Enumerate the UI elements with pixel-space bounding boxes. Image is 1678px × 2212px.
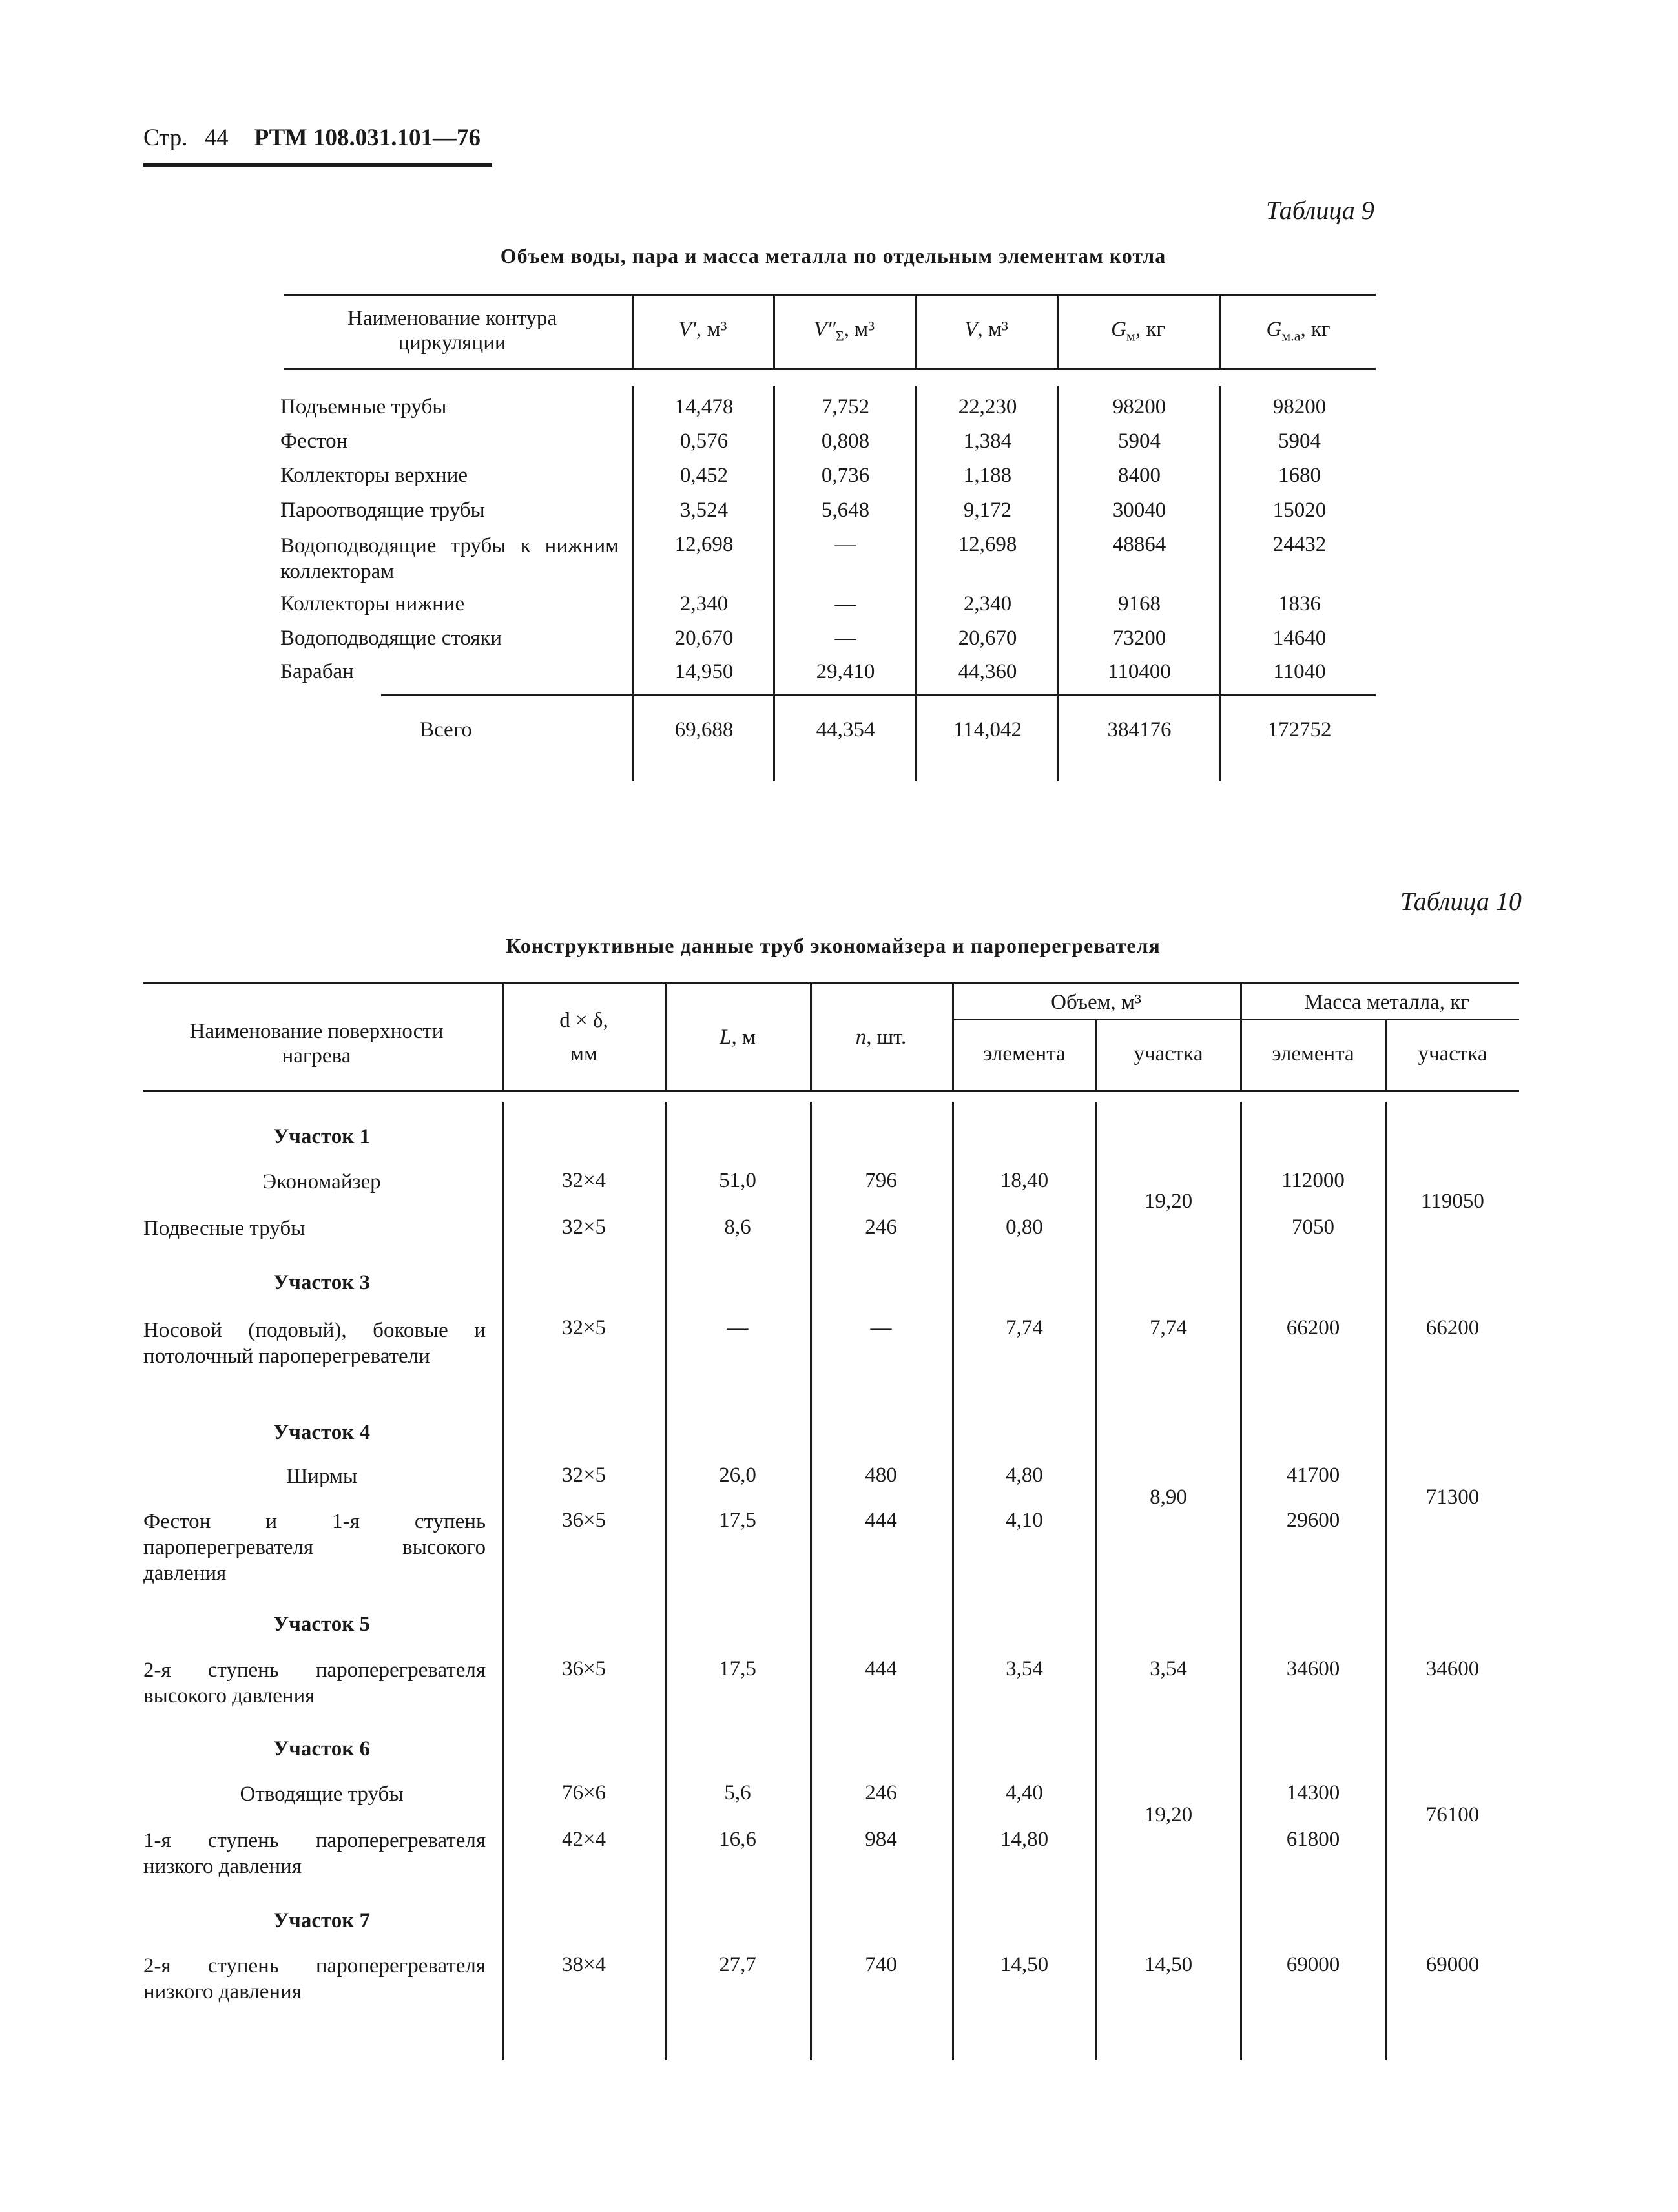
t9-row-name: Водоподводящие стояки <box>280 626 502 650</box>
t9-row-cell: 2,340 <box>679 592 729 615</box>
table10-label: Таблица 10 <box>1400 887 1522 916</box>
t10-row-name: Фестон и 1-я ступень пароперегревателя высокого давления <box>143 1510 486 1585</box>
t9-row-cell: — <box>834 626 856 650</box>
header-rule <box>143 163 492 167</box>
t10-volume-section: 7,74 <box>1150 1316 1187 1339</box>
t10-header-mass: Масса металла, кг <box>1304 991 1469 1014</box>
t9-row-cell: 1,188 <box>963 464 1012 487</box>
t10-row-name: 2-я ступень пароперегревателя высокого давления <box>143 1659 486 1708</box>
t10-row-cell: 4,40 <box>1006 1781 1043 1804</box>
t10-row-mass-element: 34600 <box>1286 1657 1340 1680</box>
t10-row-cell: 51,0 <box>719 1169 756 1192</box>
t10-header-volume: Объем, м³ <box>1051 991 1141 1014</box>
t9-row-name: Подъемные трубы <box>280 395 447 419</box>
t9-row-cell: 14640 <box>1272 626 1327 650</box>
t10-row-cell: 36×5 <box>561 1509 606 1532</box>
t10-row-name: Носовой (подовый), боковые и потолочный пароперегреватели <box>143 1319 486 1368</box>
t10-row-name: 2-я ступень пароперегревателя низкого давления <box>143 1954 486 2003</box>
t9-row-cell: 30040 <box>1112 499 1166 522</box>
t9-row-cell: 15020 <box>1272 499 1327 522</box>
t10-volume-section: 8,90 <box>1150 1485 1187 1509</box>
t10-vline-5 <box>1095 1020 1097 1090</box>
t9-total-gma: 172752 <box>1267 718 1332 741</box>
t10-header-d: d × δ, <box>559 1009 608 1032</box>
t9-row-cell: 98200 <box>1272 395 1327 419</box>
t9-header-vprime: V′, м³ <box>678 318 727 341</box>
t10-row-cell: 14,50 <box>1000 1953 1049 1976</box>
t9-vline-1 <box>632 296 634 368</box>
t9-row-name: Фестон <box>280 429 348 453</box>
t9-total-vprime: 69,688 <box>674 718 734 741</box>
t10-section-title: Участок 1 <box>273 1125 371 1148</box>
t10-section-title: Участок 5 <box>273 1613 371 1636</box>
t10-vline-2b <box>665 1102 667 2060</box>
t10-header-mass-section: участка <box>1418 1042 1487 1066</box>
t10-row-mass-element: 29600 <box>1286 1509 1340 1532</box>
t9-vline-2 <box>773 296 775 368</box>
t9-vline-4b <box>1057 386 1059 781</box>
t10-vline-7b <box>1385 1102 1387 2060</box>
t9-row-cell: 1,384 <box>963 429 1012 453</box>
t9-row-cell: 9168 <box>1118 592 1161 615</box>
t9-row-cell: 0,452 <box>679 464 729 487</box>
t9-vline-5 <box>1219 296 1221 368</box>
t10-row-cell: 14,80 <box>1000 1828 1049 1851</box>
t10-row-mass-element: 69000 <box>1286 1953 1340 1976</box>
t9-row-cell: 1680 <box>1278 464 1321 487</box>
t9-row-name: Коллекторы верхние <box>280 464 468 487</box>
t10-header-vol-section: участка <box>1134 1042 1203 1066</box>
t9-row-cell: 12,698 <box>674 533 734 556</box>
t9-header-name: Наименование контура циркуляции <box>347 307 557 355</box>
t9-row-cell: 110400 <box>1108 660 1171 683</box>
t9-row-cell: — <box>834 592 856 615</box>
t10-vline-3b <box>810 1102 812 2060</box>
t10-row-mass-element: 41700 <box>1286 1463 1340 1487</box>
t9-vline-2b <box>773 386 775 781</box>
t10-row-mass-element: 14300 <box>1286 1781 1340 1804</box>
t10-row-name: 1-я ступень пароперегревателя низкого давления <box>143 1829 486 1878</box>
t9-row-cell: 11040 <box>1273 660 1326 683</box>
t9-row-cell: 24432 <box>1272 533 1327 556</box>
t9-row-cell: 73200 <box>1112 626 1166 650</box>
t10-row-cell: 444 <box>865 1657 897 1680</box>
t10-row-cell: — <box>870 1316 892 1339</box>
t10-row-cell: 7,74 <box>1006 1316 1043 1339</box>
t10-row-cell: 42×4 <box>561 1828 606 1851</box>
t9-row-cell: 20,670 <box>958 626 1017 650</box>
t10-header-vol-element: элемента <box>983 1042 1066 1066</box>
t10-row-cell: 76×6 <box>561 1781 606 1804</box>
t9-total-gm: 384176 <box>1107 718 1172 741</box>
t10-vline-6b <box>1240 1102 1242 2060</box>
t10-section-title: Участок 4 <box>273 1421 371 1444</box>
t9-row-cell: 14,950 <box>674 660 734 683</box>
t10-row-cell: 27,7 <box>719 1953 756 1976</box>
page-label: Стр. <box>143 125 188 151</box>
t10-mass-section: 66200 <box>1425 1316 1480 1339</box>
t10-row-cell: 5,6 <box>724 1781 751 1804</box>
t10-header-mass-element: элемента <box>1272 1042 1354 1066</box>
t10-volume-section: 14,50 <box>1144 1953 1193 1976</box>
t10-mass-section: 69000 <box>1425 1953 1480 1976</box>
t9-row-cell: 7,752 <box>821 395 870 419</box>
t9-vline-5b <box>1219 386 1221 781</box>
t10-row-cell: 18,40 <box>1000 1169 1049 1192</box>
t10-mass-section: 119050 <box>1421 1190 1484 1213</box>
t9-row-name: Коллекторы нижние <box>280 592 465 615</box>
t9-row-cell: 98200 <box>1112 395 1166 419</box>
table9-title: Объем воды, пара и масса металла по отдельным элементам котла <box>500 244 1166 267</box>
t10-row-cell: 740 <box>865 1953 897 1976</box>
t10-row-cell: 984 <box>865 1828 897 1851</box>
t10-volume-section: 19,20 <box>1144 1803 1193 1826</box>
t10-row-cell: 3,54 <box>1006 1657 1043 1680</box>
t10-row-mass-element: 61800 <box>1286 1828 1340 1851</box>
t10-row-cell: 17,5 <box>719 1509 756 1532</box>
t10-row-cell: 246 <box>865 1781 897 1804</box>
t10-header-n: n, шт. <box>855 1026 907 1049</box>
t9-vline-3b <box>915 386 917 781</box>
t10-vline-1b <box>502 1102 504 2060</box>
t10-row-cell: 8,6 <box>724 1215 751 1239</box>
t10-section-title: Участок 3 <box>273 1271 371 1294</box>
t10-row-name: Подвесные трубы <box>143 1217 306 1240</box>
t9-row-name: Пароотводящие трубы <box>280 499 485 522</box>
t10-mass-section: 71300 <box>1425 1485 1480 1509</box>
table9-label: Таблица 9 <box>1266 196 1374 225</box>
t10-row-cell: 32×4 <box>561 1169 606 1192</box>
t9-vline-3 <box>915 296 917 368</box>
t10-vline-5b <box>1095 1102 1097 2060</box>
t10-row-cell: 444 <box>865 1509 897 1532</box>
t10-row-name: Экономайзер <box>262 1170 381 1194</box>
t10-row-cell: 32×5 <box>561 1215 606 1239</box>
t9-row-cell: 0,576 <box>679 429 729 453</box>
t10-row-cell: 4,10 <box>1006 1509 1043 1532</box>
t9-row-cell: 2,340 <box>963 592 1012 615</box>
table10-header-rule <box>143 1090 1519 1092</box>
t10-vline-3 <box>810 984 812 1090</box>
t9-row-cell: 1836 <box>1278 592 1321 615</box>
table9-header-rule <box>284 368 1376 370</box>
table10-group-rule <box>953 1019 1519 1020</box>
table10-top-rule <box>143 982 1519 984</box>
t9-row-cell: 12,698 <box>958 533 1017 556</box>
t9-row-cell: 5904 <box>1278 429 1321 453</box>
t10-row-cell: 0,80 <box>1006 1215 1043 1239</box>
t10-header-d-unit: мм <box>570 1042 597 1066</box>
t10-row-cell: 4,80 <box>1006 1463 1043 1487</box>
t9-total-v: 114,042 <box>953 718 1022 741</box>
t9-header-gm: $G_м$, кг <box>1111 318 1165 344</box>
t9-row-cell: 14,478 <box>674 395 734 419</box>
t10-row-mass-element: 112000 <box>1281 1169 1345 1192</box>
t10-row-cell: 480 <box>865 1463 897 1487</box>
t10-header-l: L, м <box>720 1026 756 1049</box>
t9-row-cell: 20,670 <box>674 626 734 650</box>
table9-top-rule <box>284 294 1376 296</box>
t9-total-vdouble: 44,354 <box>816 718 875 741</box>
t10-header-name: Наименование поверхности нагрева <box>189 1020 444 1068</box>
page-number: 44 <box>204 125 229 151</box>
t9-row-cell: 3,524 <box>679 499 729 522</box>
t10-row-name: Отводящие трубы <box>240 1783 404 1806</box>
t10-section-title: Участок 6 <box>273 1737 371 1761</box>
t9-total-label: Всего <box>420 718 472 741</box>
t10-section-title: Участок 7 <box>273 1909 371 1932</box>
t10-row-cell: 17,5 <box>719 1657 756 1680</box>
t10-row-cell: 26,0 <box>719 1463 756 1487</box>
t9-header-gma: $G_{м.а}$, кг <box>1266 318 1331 344</box>
t9-header-vdouble: $V''_\Sigma$, м³ <box>814 318 875 344</box>
page-header <box>143 124 481 152</box>
doc-code: РТМ 108.031.101—76 <box>254 125 481 151</box>
t10-row-cell: 246 <box>865 1215 897 1239</box>
t10-vline-2 <box>665 984 667 1090</box>
t10-row-cell: 38×4 <box>561 1953 606 1976</box>
t9-row-cell: 0,736 <box>821 464 870 487</box>
t10-row-name: Ширмы <box>285 1465 358 1488</box>
t9-row-cell: 29,410 <box>816 660 875 683</box>
t10-row-cell: — <box>727 1316 749 1339</box>
t10-vline-1 <box>502 984 504 1090</box>
t10-row-mass-element: 7050 <box>1292 1215 1334 1239</box>
t9-row-cell: 5904 <box>1118 429 1161 453</box>
t9-row-cell: 44,360 <box>958 660 1017 683</box>
table9-total-rule <box>381 694 1376 696</box>
t9-row-cell: 8400 <box>1118 464 1161 487</box>
t9-row-cell: 5,648 <box>821 499 870 522</box>
t10-row-mass-element: 66200 <box>1286 1316 1340 1339</box>
t9-row-cell: 9,172 <box>963 499 1012 522</box>
t10-row-cell: 796 <box>865 1169 897 1192</box>
t9-row-cell: 22,230 <box>958 395 1017 419</box>
t10-vline-7 <box>1385 1020 1387 1090</box>
t9-row-cell: — <box>834 533 856 556</box>
t10-row-cell: 36×5 <box>561 1657 606 1680</box>
t10-volume-section: 19,20 <box>1144 1190 1193 1213</box>
table10-title: Конструктивные данные труб экономайзера и пароперегревателя <box>506 934 1161 957</box>
t9-vline-1b <box>632 386 634 781</box>
t10-mass-section: 34600 <box>1425 1657 1480 1680</box>
t9-vline-4 <box>1057 296 1059 368</box>
t9-row-cell: 48864 <box>1112 533 1166 556</box>
t10-row-cell: 32×5 <box>561 1463 606 1487</box>
t9-row-name: Барабан <box>280 660 354 683</box>
t10-row-cell: 32×5 <box>561 1316 606 1339</box>
t10-vline-4b <box>952 1102 954 2060</box>
t10-mass-section: 76100 <box>1425 1803 1480 1826</box>
t10-vline-4 <box>952 984 954 1090</box>
t9-header-v: V, м³ <box>964 318 1008 341</box>
t10-row-cell: 16,6 <box>719 1828 756 1851</box>
t9-row-cell: 0,808 <box>821 429 870 453</box>
t10-volume-section: 3,54 <box>1150 1657 1187 1680</box>
t9-row-name: Водоподводящие трубы к нижним коллекторам <box>280 534 619 583</box>
t10-vline-6 <box>1240 984 1242 1090</box>
